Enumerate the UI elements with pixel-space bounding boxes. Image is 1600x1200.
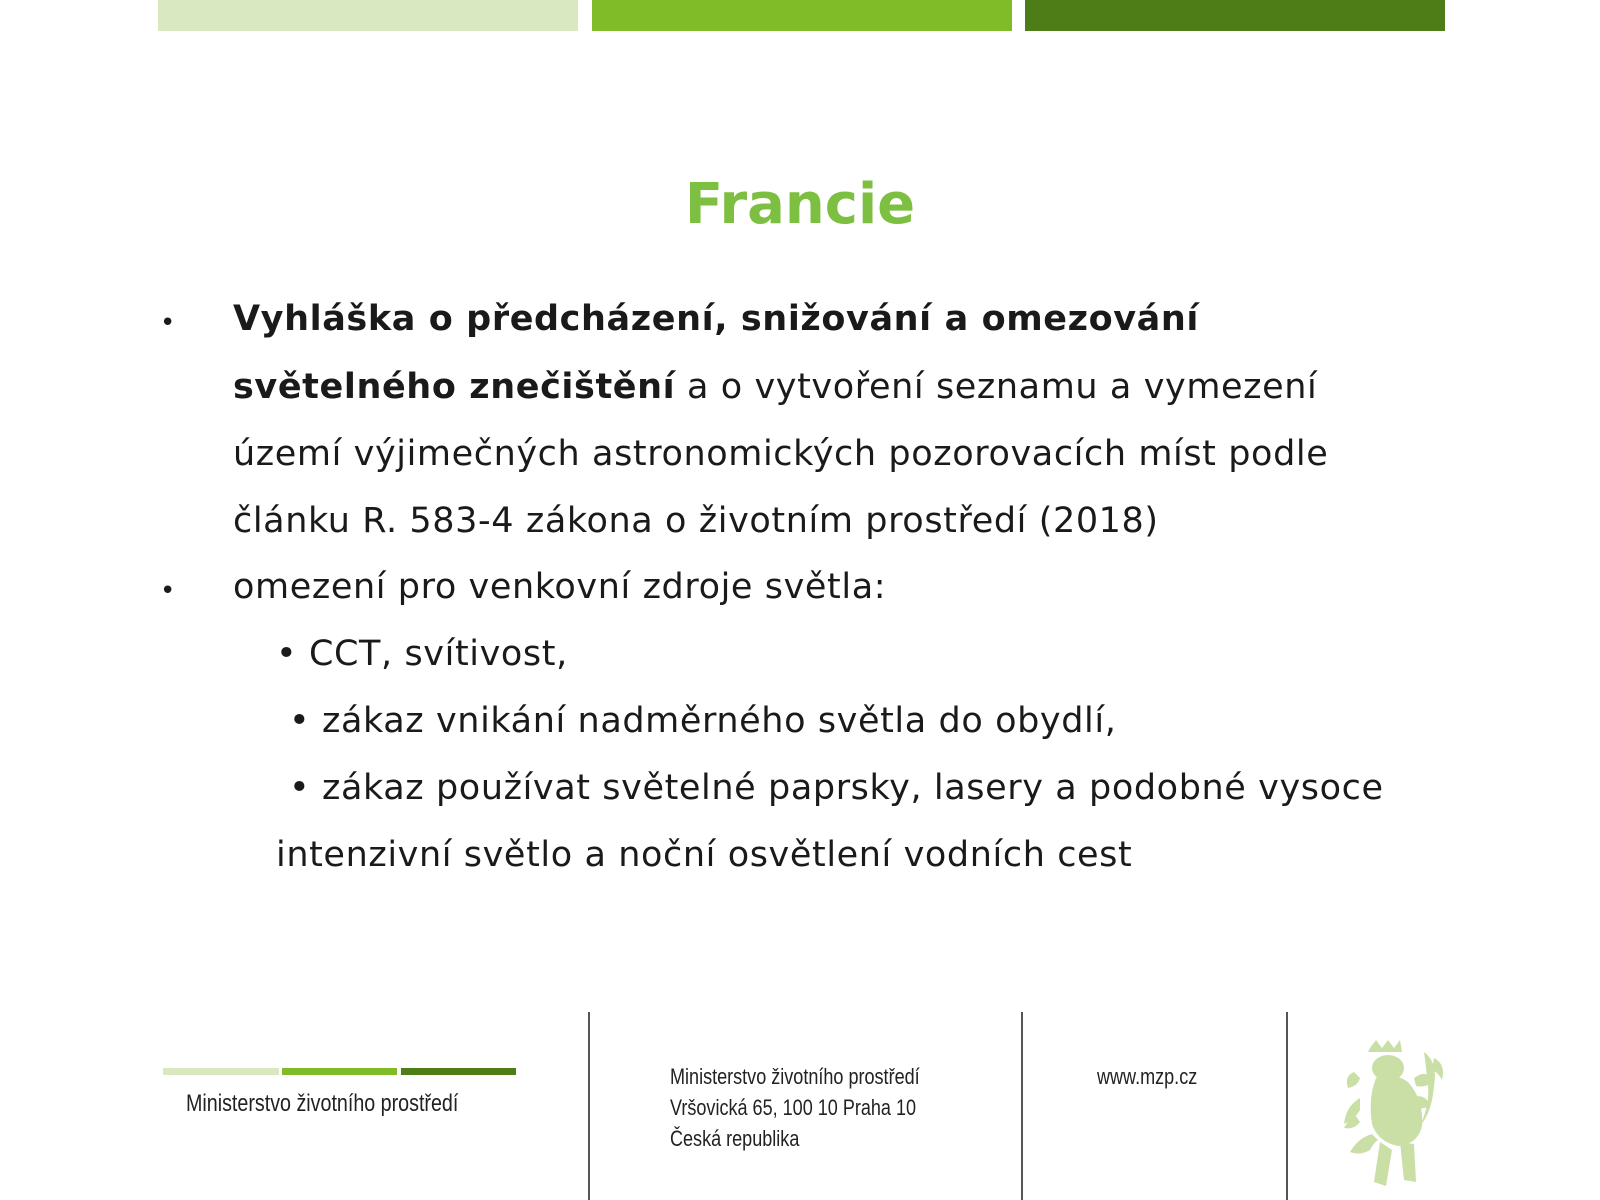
footer-website-link[interactable]: www.mzp.cz <box>1097 1064 1198 1089</box>
footer-divider <box>1021 1012 1023 1200</box>
top-bar-medium <box>592 0 1012 31</box>
top-bar-light <box>158 0 578 31</box>
slide-title: Francie <box>684 172 916 237</box>
footer-address-line1: Ministerstvo životního prostředí <box>670 1064 920 1089</box>
bullet1-line2 <box>233 364 1317 410</box>
bullet1-line1 <box>233 296 1199 342</box>
sub-item-3-continuation: intenzivní světlo a noční osvětlení vodních cest <box>276 835 1133 875</box>
bullet1-line3: území výjimečných astronomických pozorovacích míst podle <box>233 434 1329 474</box>
footer <box>0 1012 1600 1200</box>
czech-lion-icon <box>1340 1038 1452 1190</box>
bullet-marker: • <box>160 576 176 606</box>
footer-address-line3: Česká republika <box>670 1126 800 1151</box>
bullet1-bold-line2: světelného znečištění <box>233 367 676 407</box>
bullet2-text: omezení pro venkovní zdroje světla: <box>233 567 887 607</box>
top-bar-dark <box>1025 0 1445 31</box>
bullet1-line4: článku R. 583-4 zákona o životním prostředí (2018) <box>233 501 1159 541</box>
footer-divider <box>588 1012 590 1200</box>
top-color-bars <box>158 0 1445 31</box>
sub-item-3: • zákaz používat světelné paprsky, lasery a podobné vysoce <box>289 768 1384 808</box>
sub-item-1: • CCT, svítivost, <box>276 634 568 674</box>
footer-bar-medium <box>282 1068 397 1075</box>
footer-bar-dark <box>401 1068 516 1075</box>
footer-address-line2: Vršovická 65, 100 10 Praha 10 <box>670 1095 917 1120</box>
bullet1-rest-line2: a o vytvoření seznamu a vymezení <box>675 367 1318 407</box>
bullet1-bold-line1: Vyhláška o předcházení, snižování a omezování <box>233 299 1199 339</box>
footer-bar-light <box>163 1068 279 1075</box>
sub-item-2: • zákaz vnikání nadměrného světla do obydlí, <box>289 701 1117 741</box>
bullet-marker: • <box>160 308 176 338</box>
footer-logo-text: Ministerstvo životního prostředí <box>186 1090 459 1117</box>
footer-divider <box>1286 1012 1288 1200</box>
